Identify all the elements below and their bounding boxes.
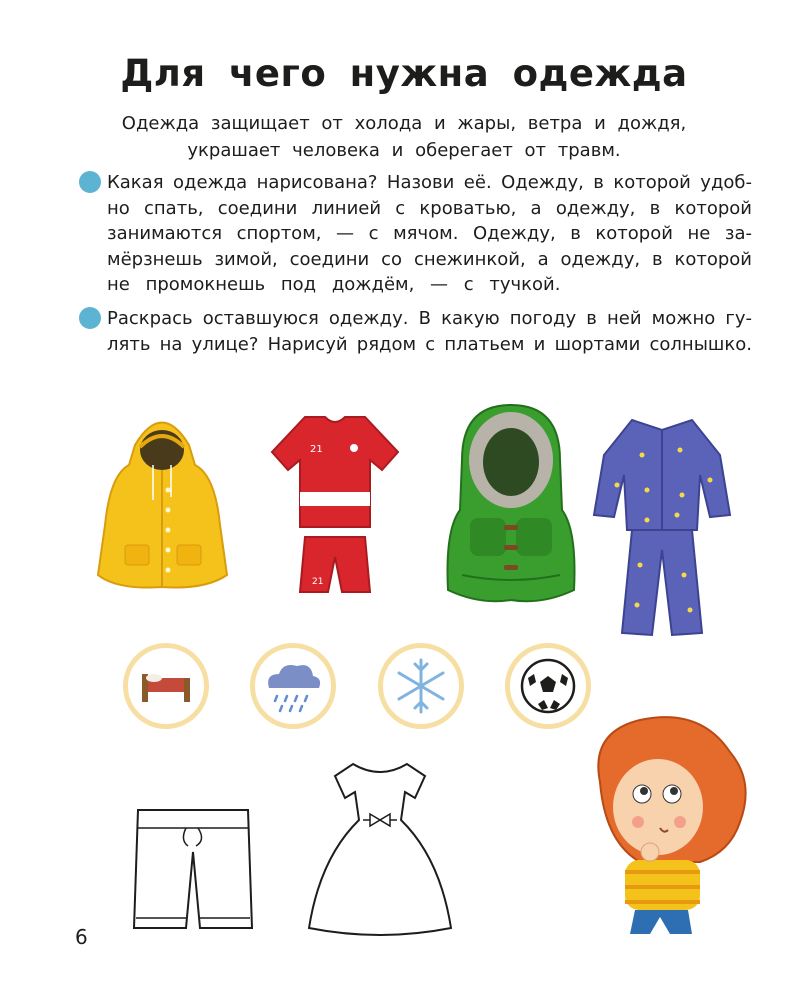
task-bullet-2 <box>79 307 101 329</box>
snowflake-icon <box>383 648 459 724</box>
rain-cloud-circle <box>250 643 336 729</box>
task-1-line: занимаются спортом, — с мячом. Одежду, в которой не за- <box>107 223 752 244</box>
intro-line-1: Одежда защищает от холода и жары, ветра и дождя, <box>121 113 687 134</box>
boy-character-illustration <box>580 712 760 937</box>
raincoat-illustration <box>95 405 230 595</box>
shirt-number: 21 <box>310 444 323 455</box>
dress-outline-illustration <box>305 758 455 943</box>
task-1-line: но спать, соедини линией с кроватью, а одежду, в которой <box>107 197 752 219</box>
bed-icon <box>128 648 204 724</box>
pajamas-illustration <box>592 415 732 637</box>
soccer-ball-circle <box>505 643 591 729</box>
task-1-line: мёрзнешь зимой, соедини со снежинкой, а одежду, в которой <box>107 248 752 270</box>
page-number: 6 <box>75 925 88 949</box>
task-1-text <box>107 170 752 298</box>
task-2-line: Раскрась оставшуюся одежду. В какую погоду в ней можно гу- <box>107 308 752 329</box>
intro-line-2: украшает человека и оберегает от травм. <box>187 140 621 161</box>
football-uniform-illustration <box>270 412 400 597</box>
shorts-number: 21 <box>312 577 324 587</box>
soccer-ball-icon <box>510 648 586 724</box>
task-2-text <box>107 306 752 357</box>
intro-text <box>110 110 698 164</box>
shorts-outline-illustration <box>130 800 255 935</box>
snowflake-circle <box>378 643 464 729</box>
task-1-line: не промокнешь под дождём, — с тучкой. <box>107 274 561 295</box>
task-1-line: Какая одежда нарисована? Назови её. Одежду, в которой удоб- <box>107 172 752 193</box>
page-title: Для чего нужна одежда <box>120 52 688 95</box>
task-bullet-1 <box>79 171 101 193</box>
task-2-line: лять на улице? Нарисуй рядом с платьем и шортами солнышко. <box>107 333 752 355</box>
rain-cloud-icon <box>255 648 331 724</box>
bed-circle <box>123 643 209 729</box>
winter-jacket-illustration <box>442 400 580 605</box>
